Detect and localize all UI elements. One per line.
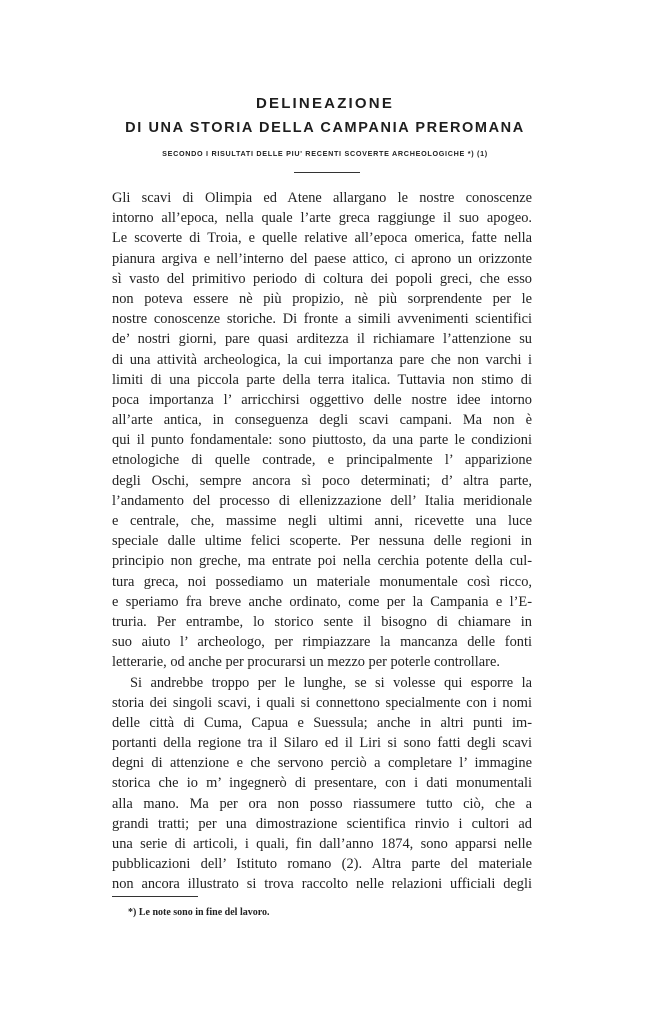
text-line: nostre conoscenze storiche. Di fronte a simili avvenimenti scientifici	[112, 311, 532, 328]
text-line: etnologiche di quelle contrade, e principalmente l’ apparizione	[112, 452, 532, 469]
text-line: non ancora illustrato si trova raccolto nelle relazioni ufficiali degli	[112, 876, 532, 893]
text-line: sì vasto del primitivo periodo di coltura dei popoli greci, che esso	[112, 270, 532, 287]
text-line: limiti di una piccola parte della terra italica. Tuttavia non stimo di	[112, 371, 532, 388]
title-note: SECONDO I RISULTATI DELLE PIU' RECENTI SCOVERTE ARCHEOLOGICHE *) (1)	[162, 149, 488, 158]
text-line: grandi tratti; per una dimostrazione scientifica rinvio i cultori ad	[112, 815, 532, 832]
text-line: di una attività archeologica, la cui importanza pare che non varchi i	[112, 351, 532, 368]
footnote-rule	[112, 896, 198, 897]
text-line: speciale dalle ultime felici scoperte. Per nessuna delle regioni in	[112, 533, 532, 550]
footnote: *) Le note sono in fine del lavoro.	[128, 907, 270, 918]
text-line: portanti della regione tra il Silaro ed il Liri si sono fatti degli scavi	[112, 735, 532, 752]
text-line: qui il punto fondamentale: sono piuttosto, da una parte le condizioni	[112, 432, 532, 449]
text-line: suo aiuto l’ archeologo, per rimpiazzare la mancanza delle fonti	[112, 634, 532, 651]
text-line: Si andrebbe troppo per le lunghe, se si volesse qui esporre la	[130, 674, 532, 691]
page-subtitle: DI UNA STORIA DELLA CAMPANIA PREROMANA	[125, 120, 525, 136]
text-line: poca importanza l’ arricchirsi oggettivo delle nostre idee intorno	[112, 391, 532, 408]
text-line: degli Oschi, sempre ancora sì poco determinati; d’ altra parte,	[112, 472, 532, 489]
text-line: l’andamento del processo di ellenizzazione dell’ Italia meridionale	[112, 492, 532, 509]
body-text	[112, 188, 532, 895]
text-line: storica che io m’ ingegnerò di presentare, con i dati monumentali	[112, 775, 532, 792]
text-line: degni di attenzione e che servono perciò a completare l’ immagine	[112, 755, 532, 772]
text-line: una serie di articoli, i quali, fin dall’anno 1874, sono apparsi nelle	[112, 836, 532, 852]
text-line: non poteva essere nè più propizio, nè più sorprendente per le	[112, 290, 532, 307]
text-line: pianura argiva e nell’interno del paese attico, ci aprono un orizzonte	[112, 250, 532, 267]
text-line: letterarie, od anche per procurarsi un mezzo per poterle controllare.	[112, 654, 500, 671]
text-line: all’arte antica, in conseguenza degli scavi campani. Ma non è	[112, 412, 532, 429]
text-line: pubblicazioni dell’ Istituto romano (2). Altra parte del materiale	[112, 856, 532, 873]
text-line: delle città di Cuma, Capua e Suessula; anche in altri punti im-	[112, 714, 532, 731]
text-line: e speriamo fra breve anche ordinato, come per la Campania e l’E-	[112, 593, 532, 610]
title-rule	[294, 172, 360, 173]
text-line: alla mano. Ma per ora non posso riassumere tutto ciò, che a	[112, 795, 532, 812]
text-line: e centrale, che, massime negli ultimi anni, ricevette una luce	[112, 513, 532, 529]
text-line: Gli scavi di Olimpia ed Atene allargano le nostre conoscenze	[112, 190, 532, 206]
text-line: Le scoverte di Troia, e quelle relative all’epoca omerica, fatte nella	[112, 230, 532, 247]
text-line: principio non greche, ma entrate poi nella cerchia potente della cul-	[112, 553, 532, 570]
text-line: de’ nostri giorni, pare quasi arditezza il richiamare l’attenzione su	[112, 331, 532, 348]
text-line: tura greca, noi possediamo un materiale monumentale così ricco,	[112, 573, 532, 590]
page-title: DELINEAZIONE	[255, 95, 395, 112]
text-line: truria. Per entrambe, lo storico sente il bisogno di chiamare in	[112, 613, 532, 630]
text-line: intorno all’epoca, nella quale l’arte greca raggiunge il suo apogeo.	[112, 210, 532, 227]
text-line: storia dei singoli scavi, i quali si connettono specialmente con i nomi	[112, 694, 532, 711]
